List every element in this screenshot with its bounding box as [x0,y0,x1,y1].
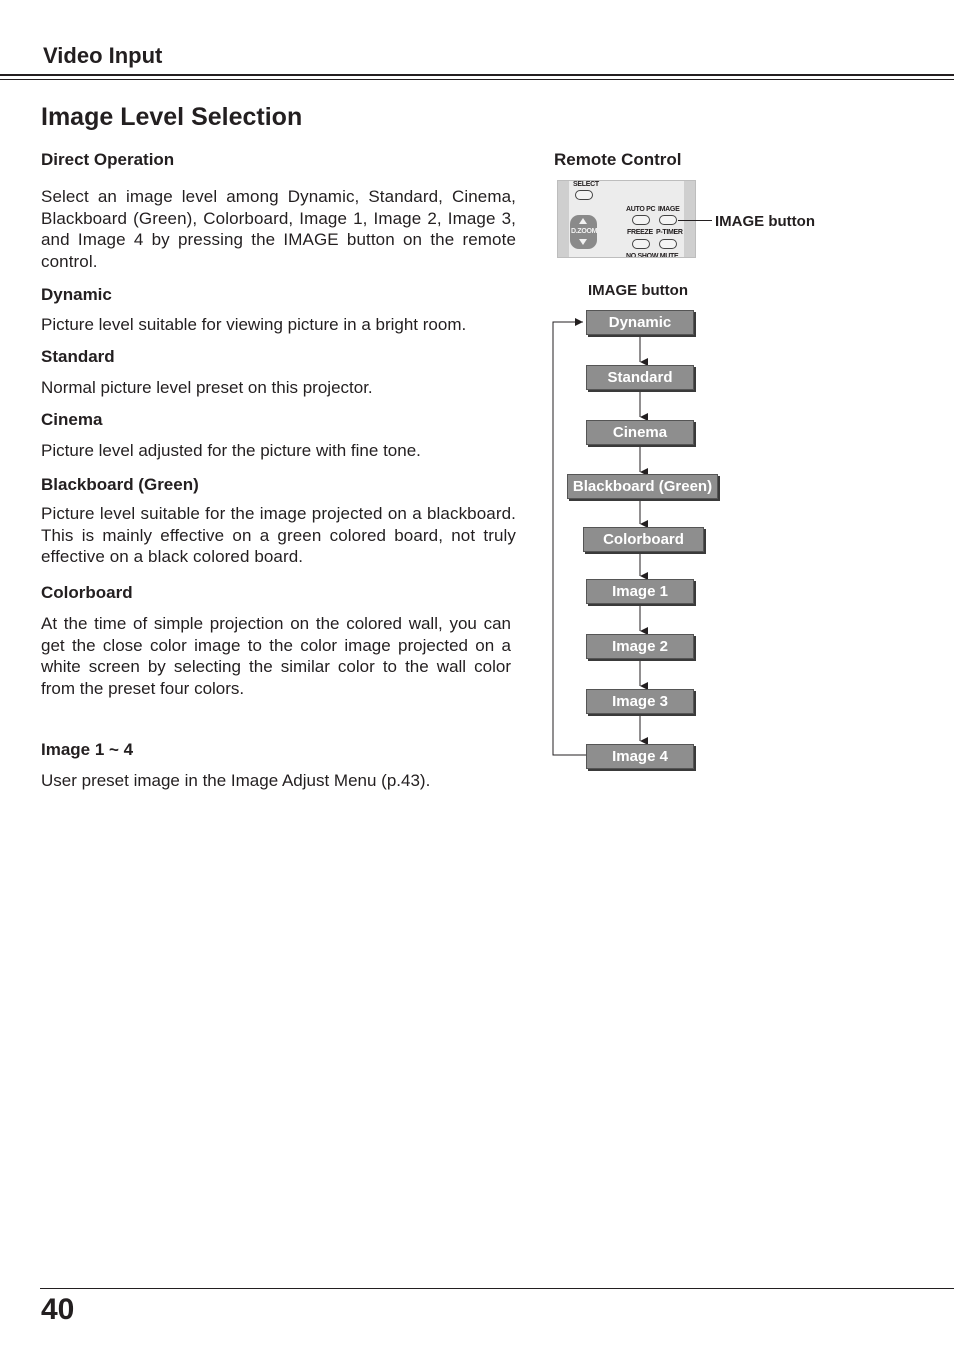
triangle-up-icon [579,218,587,224]
section-heading-cinema: Cinema [41,410,103,430]
remote-callout-line [678,220,712,221]
flow-image-button-label: IMAGE button [588,282,688,299]
flow-step-image-1: Image 1 [586,579,694,604]
section-text-image-1-4: User preset image in the Image Adjust Menu (p.43). [41,770,431,790]
footer-rule [40,1288,954,1289]
direct-operation-text: Select an image level among Dynamic, Standard, Cinema, Blackboard (Green), Colorboard, Image 1, Image 2, Image 3, and Image 4 by pressing the IMAGE button on the remote control. [41,187,516,272]
flow-step-image-2: Image 2 [586,634,694,659]
page-title: Image Level Selection [41,103,303,131]
remote-label-select: SELECT [573,181,599,188]
flow-step-image-4: Image 4 [586,744,694,769]
remote-auto-pc-button [632,215,650,225]
flow-step-cinema: Cinema [586,420,694,445]
body-text-column [41,150,516,792]
section-text-dynamic: Picture level suitable for viewing picture in a bright room. [41,314,467,334]
remote-control-heading: Remote Control [554,150,682,169]
flow-step-dynamic: Dynamic [586,310,694,335]
section-text-colorboard: At the time of simple projection on the colored wall, you can get the close color image to the color image projected on a white screen by selecting the similar color to the wall color from the preset four colors. [41,614,511,699]
section-heading-colorboard: Colorboard [41,583,133,603]
remote-edge-left [558,181,569,257]
flow-loop-back-arrow [553,322,586,755]
remote-control-illustration [557,180,696,258]
remote-select-button [575,190,593,200]
flow-step-image-3: Image 3 [586,689,694,714]
page-number: 40 [41,1293,75,1326]
remote-edge-right [684,181,695,257]
remote-label-d-zoom: D.ZOOM [571,228,598,235]
remote-p-timer-button [659,239,677,249]
section-text-cinema: Picture level adjusted for the picture with fine tone. [41,441,421,461]
direct-operation-heading: Direct Operation [41,150,175,169]
remote-label-image: IMAGE [658,206,680,213]
section-heading-image-1-4: Image 1 ~ 4 [41,739,134,759]
remote-label-auto-pc: AUTO PC [626,206,656,213]
header-rule [0,74,954,76]
section-text-standard: Normal picture level preset on this projector. [41,377,373,397]
section-heading-standard: Standard [41,346,115,366]
remote-image-button [659,215,677,225]
section-heading-dynamic: Dynamic [41,284,112,304]
flow-step-blackboard-green: Blackboard (Green) [567,474,718,499]
remote-freeze-button [632,239,650,249]
remote-label-p-timer: P-TIMER [656,229,683,236]
section-heading-blackboard: Blackboard (Green) [41,474,199,494]
remote-d-zoom-rocker [570,215,597,249]
remote-label-freeze: FREEZE [627,229,653,236]
flow-step-colorboard: Colorboard [583,527,704,552]
remote-label-bottom: NO SHOW MUTE [626,253,679,258]
section-title: Video Input [43,43,163,68]
flow-step-standard: Standard [586,365,694,390]
triangle-down-icon [579,239,587,245]
remote-image-button-callout: IMAGE button [715,213,815,230]
section-text-blackboard: Picture level suitable for the image projected on a blackboard. This is mainly effective on a green colored board, not truly effective on a black colored board. [41,503,516,567]
header-rule-thin [0,79,954,80]
